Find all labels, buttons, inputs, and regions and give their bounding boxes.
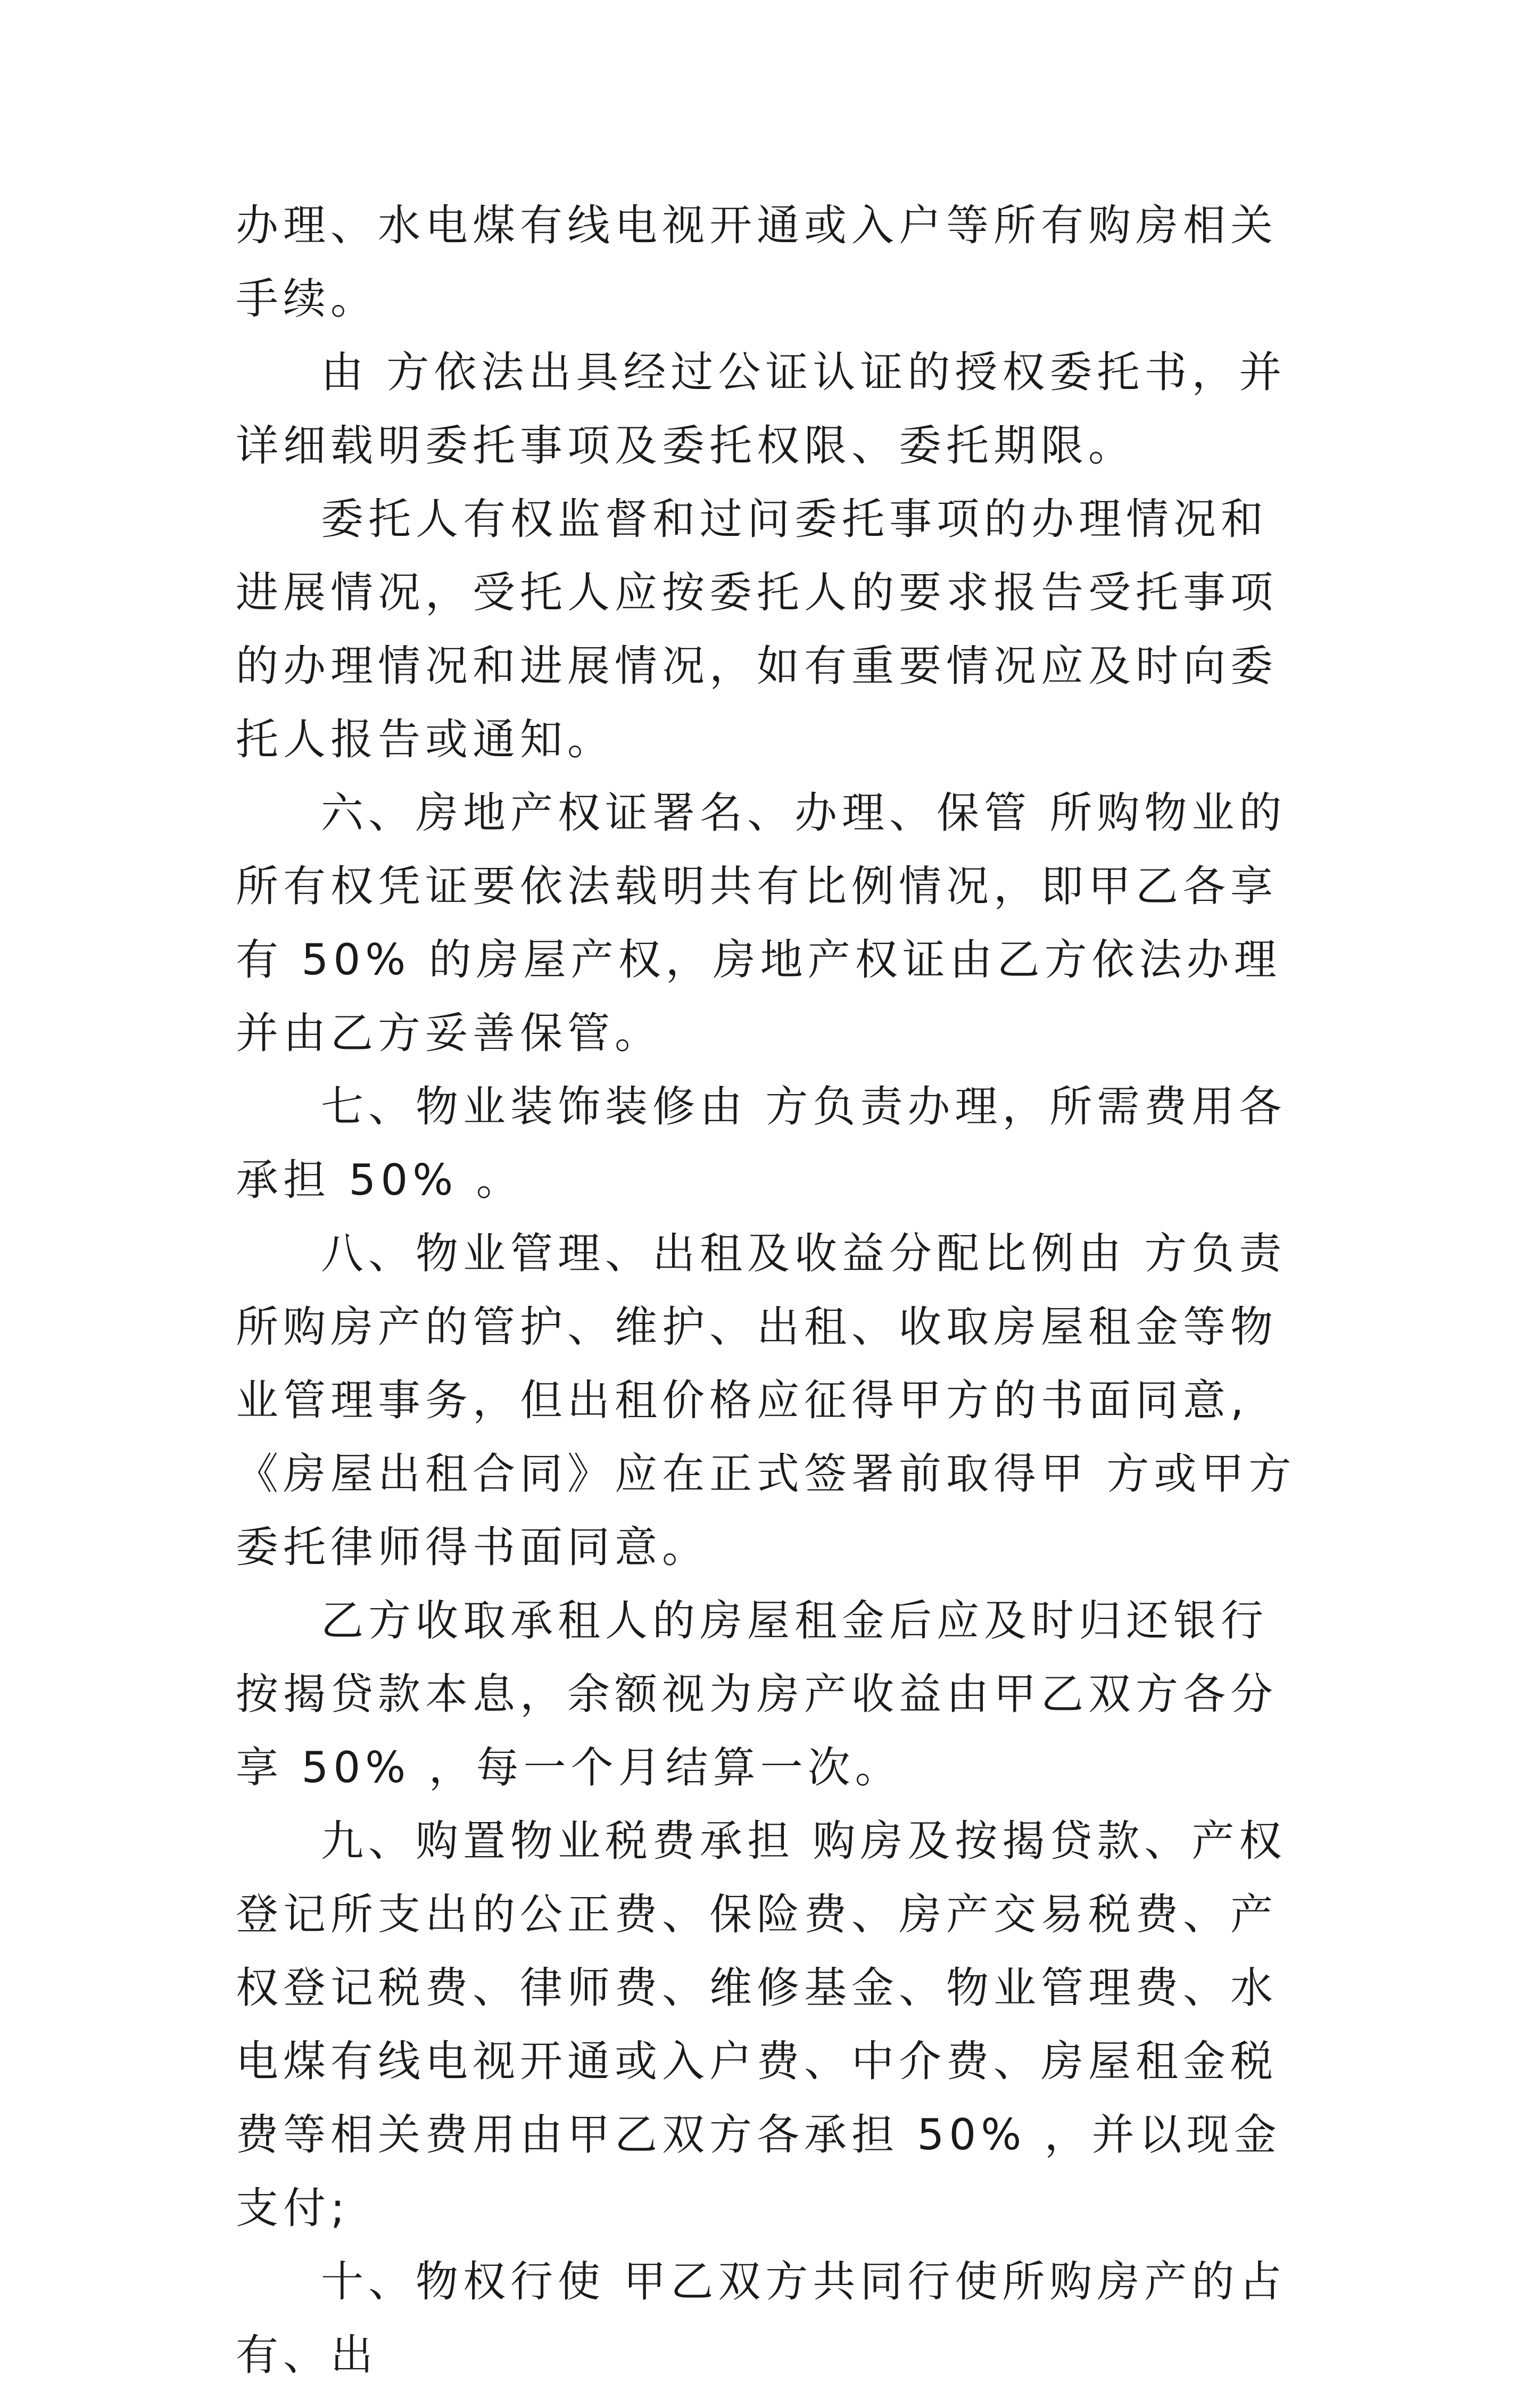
paragraph-6: 八、物业管理、出租及收益分配比例由 方负责所购房产的管护、维护、出租、收取房屋租金等物业管理事务，但出租价格应征得甲方的书面同意,《房屋出租合同》应在正式签署前取得甲 方或甲方委托律师得书面同意。 [236,1229,1296,1572]
paragraph-1: 办理、水电煤有线电视开通或入户等所有购房相关手续。 [236,201,1278,324]
paragraph-3: 委托人有权监督和过问委托事项的办理情况和进展情况，受托人应按委托人的要求报告受托事项的办理情况和进展情况，如有重要情况应及时向委托人报告或通知。 [236,494,1278,764]
document-body [236,189,1310,2392]
paragraph-8: 九、购置物业税费承担 购房及按揭贷款、产权登记所支出的公正费、保险费、房产交易税费、产权登记税费、律师费、维修基金、物业管理费、水电煤有线电视开通或入户费、中介费、房屋租金税费等相关费用由甲乙双方各承担 50% ，并以现金支付; [236,1816,1287,2233]
paragraph-9: 十、物权行使 甲乙双方共同行使所购房产的占有、出 [236,2257,1287,2380]
paragraph-5: 七、物业装饰装修由 方负责办理，所需费用各承担 50% 。 [236,1082,1287,1205]
paragraph-2: 由 方依法出具经过公证认证的授权委托书，并详细载明委托事项及委托权限、委托期限。 [236,347,1287,470]
paragraph-7: 乙方收取承租人的房屋租金后应及时归还银行按揭贷款本息，余额视为房产收益由甲乙双方各分享 50% ，每一个月结算一次。 [236,1596,1278,1792]
paragraph-4: 六、房地产权证署名、办理、保管 所购物业的所有权凭证要依法载明共有比例情况，即甲乙各享有 50% 的房屋产权，房地产权证由乙方依法办理并由乙方妥善保管。 [236,788,1287,1058]
